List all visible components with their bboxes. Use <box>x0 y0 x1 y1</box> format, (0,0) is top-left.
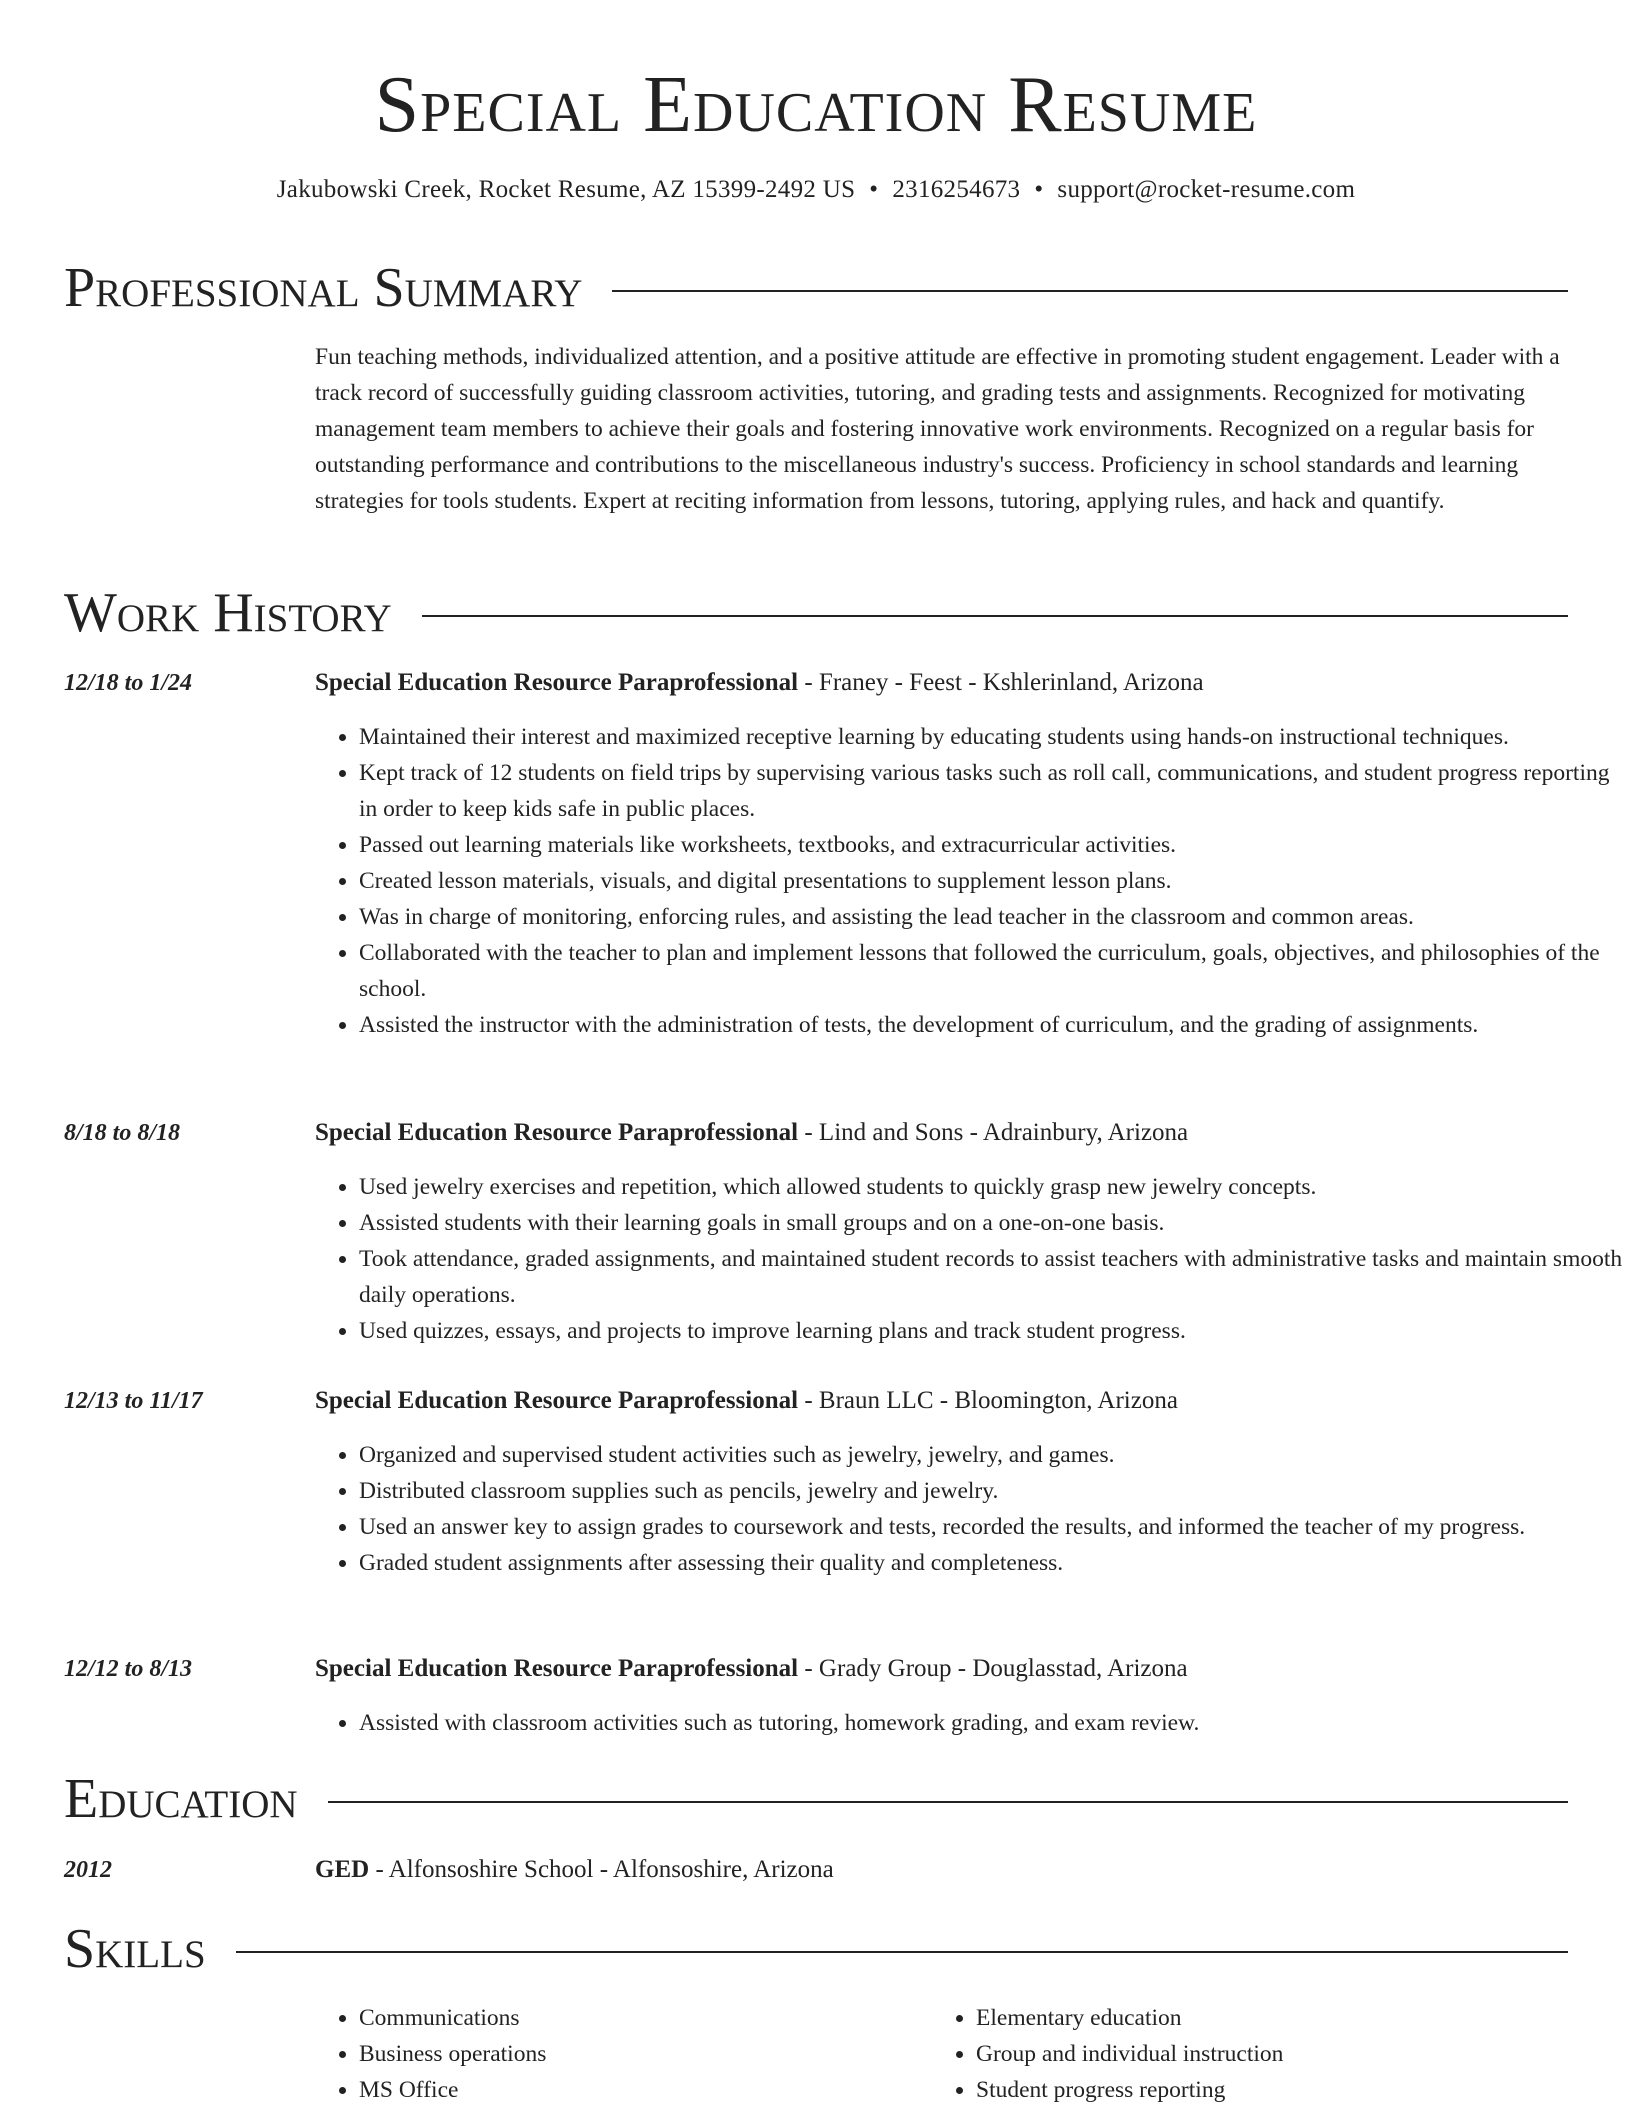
skill-item: • Elementary education <box>976 2000 1536 2036</box>
contact-separator: • <box>1034 176 1044 203</box>
summary-section-title: Professional Summary <box>64 257 583 319</box>
job-dates: 12/12 to 8/13 <box>64 1656 193 1682</box>
work-section-title: Work History <box>64 582 392 644</box>
education-section-title: Education <box>64 1768 298 1830</box>
job-heading <box>315 665 1204 701</box>
list-item: • Organized and supervised student activities such as jewelry, jewelry, and games. <box>359 1437 1629 1473</box>
skill-item: • Group and individual instruction <box>976 2036 1536 2072</box>
list-item: • Used an answer key to assign grades to coursework and tests, recorded the results, and informed the teacher of my progress. <box>359 1509 1629 1545</box>
skills-list-left <box>315 2000 919 2108</box>
education-degree: GED <box>315 1856 370 1883</box>
skills-list-right <box>932 2000 1536 2108</box>
job-employer: - Franey - Feest - Kshlerinland, Arizona <box>798 669 1204 696</box>
list-item: • Used quizzes, essays, and projects to improve learning plans and track student progress. <box>359 1313 1629 1349</box>
job-bullets <box>315 1169 1629 1349</box>
job-dates: 12/18 to 1/24 <box>64 670 193 696</box>
job-employer: - Lind and Sons - Adrainbury, Arizona <box>798 1119 1189 1146</box>
resume-name: Special Education Resume <box>374 61 1258 149</box>
contact-address: Jakubowski Creek, Rocket Resume, AZ 15399-2492 US <box>276 176 856 203</box>
list-item: • Assisted the instructor with the administration of tests, the development of curriculum, and the grading of assignments. <box>359 1007 1629 1043</box>
list-item: • Was in charge of monitoring, enforcing rules, and assisting the lead teacher in the classroom and common areas. <box>359 899 1629 935</box>
skill-item: • Student progress reporting <box>976 2072 1536 2108</box>
job-employer: - Braun LLC - Bloomington, Arizona <box>798 1387 1178 1414</box>
list-item: • Passed out learning materials like worksheets, textbooks, and extracurricular activities. <box>359 827 1629 863</box>
job-heading <box>315 1383 1178 1419</box>
contact-phone: 2316254673 <box>892 176 1021 203</box>
job-heading <box>315 1651 1188 1687</box>
summary-section-header <box>64 257 1568 319</box>
job-title: Special Education Resource Paraprofessional <box>315 1119 799 1146</box>
education-year: 2012 <box>64 1857 112 1883</box>
job-employer: - Grady Group - Douglasstad, Arizona <box>798 1655 1188 1682</box>
section-divider <box>236 1951 1568 1953</box>
job-bullets <box>315 719 1629 1043</box>
job-title: Special Education Resource Paraprofessional <box>315 1387 799 1414</box>
list-item: • Distributed classroom supplies such as pencils, jewelry and jewelry. <box>359 1473 1629 1509</box>
skills-section-title: Skills <box>64 1918 206 1980</box>
skill-item: • MS Office <box>359 2072 919 2108</box>
list-item: • Assisted with classroom activities such as tutoring, homework grading, and exam review. <box>359 1705 1629 1741</box>
skill-item: • Business operations <box>359 2036 919 2072</box>
contact-separator: • <box>869 176 879 203</box>
education-school: - Alfonsoshire School - Alfonsoshire, Arizona <box>369 1856 834 1883</box>
list-item: • Used jewelry exercises and repetition, which allowed students to quickly grasp new jewelry concepts. <box>359 1169 1629 1205</box>
job-bullets <box>315 1437 1629 1581</box>
list-item: • Kept track of 12 students on field trips by supervising various tasks such as roll call, communications, and student progress reporting in order to keep kids safe in public places. <box>359 755 1629 827</box>
section-divider <box>612 290 1568 292</box>
skills-section-header <box>64 1918 1568 1980</box>
list-item: • Created lesson materials, visuals, and digital presentations to supplement lesson plans. <box>359 863 1629 899</box>
section-divider <box>422 615 1568 617</box>
summary-text: Fun teaching methods, individualized attention, and a positive attitude are effective in promoting student engagement. Leader with a track record of successfully guiding classroom activities, tutoring, and grading tests and assignments. Recognized for motivating management team members to achieve their goals and fostering innovative work environments. Recognized on a regular basis for outstanding performance and contributions to the miscellaneous industry's success. Proficiency in school standards and learning strategies for tools students. Expert at reciting information from lessons, tutoring, applying rules, and hack and quantify. <box>315 344 1560 514</box>
work-section-header <box>64 582 1568 644</box>
job-bullets <box>315 1705 1629 1741</box>
list-item: • Assisted students with their learning goals in small groups and on a one-on-one basis. <box>359 1205 1629 1241</box>
list-item: • Graded student assignments after assessing their quality and completeness. <box>359 1545 1629 1581</box>
section-divider <box>328 1801 1568 1803</box>
list-item: • Collaborated with the teacher to plan and implement lessons that followed the curriculum, goals, objectives, and philosophies of the school. <box>359 935 1629 1007</box>
contact-email: support@rocket-resume.com <box>1057 176 1356 203</box>
job-title: Special Education Resource Paraprofessional <box>315 1655 799 1682</box>
skill-item: • Communications <box>359 2000 919 2036</box>
list-item: • Maintained their interest and maximized receptive learning by educating students using hands-on instructional techniques. <box>359 719 1629 755</box>
job-title: Special Education Resource Paraprofessional <box>315 669 799 696</box>
education-heading <box>315 1852 834 1888</box>
contact-line <box>0 175 1632 205</box>
job-dates: 12/13 to 11/17 <box>64 1388 203 1414</box>
education-section-header <box>64 1768 1568 1830</box>
list-item: • Took attendance, graded assignments, and maintained student records to assist teachers with administrative tasks and maintain smooth daily operations. <box>359 1241 1629 1313</box>
job-dates: 8/18 to 8/18 <box>64 1120 181 1146</box>
job-heading <box>315 1115 1188 1151</box>
